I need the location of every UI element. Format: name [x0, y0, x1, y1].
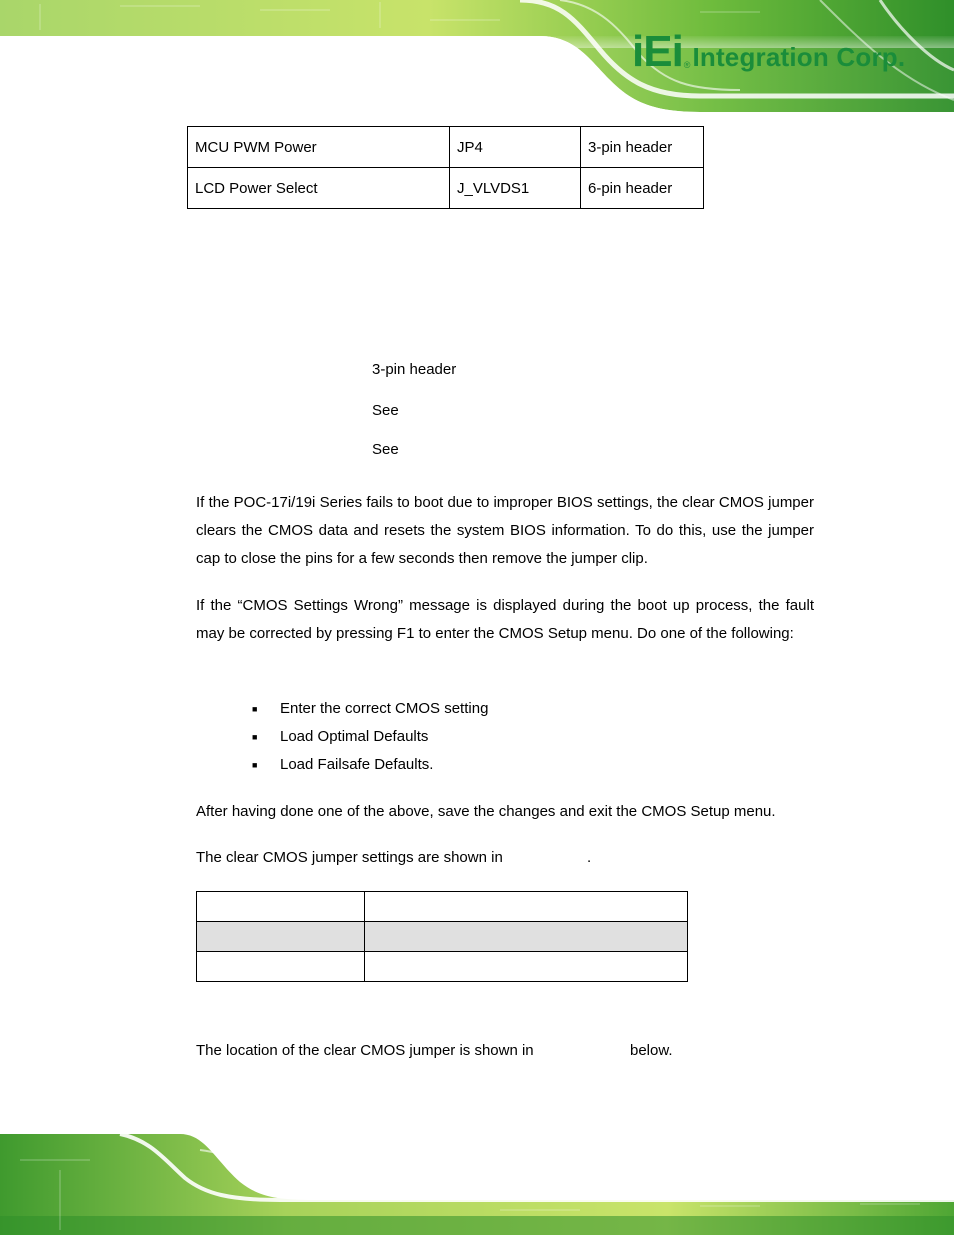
company-logo [632, 26, 905, 74]
list-item [252, 726, 488, 754]
table-cell: JP4 [450, 127, 581, 168]
paragraph-save-exit: After having done one of the above, save the changes and exit the CMOS Setup menu. [196, 803, 776, 820]
table-row [197, 952, 688, 982]
logo-text: Integration Corp. [692, 42, 906, 72]
jumper-settings-ref: See [372, 402, 399, 419]
table-row [197, 922, 688, 952]
table-cell [197, 922, 365, 952]
cmos-settings-table [196, 891, 688, 982]
paragraph-settings-ref-end: . [587, 849, 592, 866]
table-cell: MCU PWM Power [188, 127, 450, 168]
table-cell [365, 922, 688, 952]
list-item-label: Load Failsafe Defaults. [280, 756, 434, 773]
header-banner [0, 0, 954, 112]
paragraph-clear-cmos: If the POC-17i/19i Series fails to boot due to improper BIOS settings, the clear CMOS jumper clears the CMOS data and resets the system BIOS information. To do this, use the jumper cap to close the pins for a few seconds then remove the jumper clip. [196, 494, 814, 567]
paragraph-cmos-wrong: If the “CMOS Settings Wrong” message is displayed during the boot up process, the fault may be corrected by pressing F1 to enter the CMOS Setup menu. Do one of the following: [196, 597, 814, 642]
list-item-label: Load Optimal Defaults [280, 728, 429, 745]
table-cell [197, 952, 365, 982]
bullet-icon: ■ [252, 760, 258, 770]
table-cell [365, 892, 688, 922]
footer-banner [0, 1130, 954, 1235]
table-cell [197, 892, 365, 922]
bullet-icon: ■ [252, 704, 258, 714]
list-item [252, 698, 488, 726]
table-cell: LCD Power Select [188, 168, 450, 209]
table-cell: J_VLVDS1 [450, 168, 581, 209]
table-cell [365, 952, 688, 982]
list-item [252, 754, 488, 782]
table-row [197, 892, 688, 922]
jumper-type-value: 3-pin header [372, 361, 457, 378]
table-row [188, 127, 704, 168]
table-cell: 3-pin header [581, 127, 704, 168]
option-list [252, 698, 488, 782]
logo-registered: ® [683, 60, 691, 70]
jumper-location-ref: See [372, 441, 399, 458]
table-cell: 6-pin header [581, 168, 704, 209]
logo-mark: iEi [632, 27, 683, 76]
jumper-table [187, 126, 704, 209]
paragraph-settings-ref: The clear CMOS jumper settings are shown in [196, 849, 503, 866]
paragraph-location-ref-end: below. [630, 1042, 673, 1059]
table-row [188, 168, 704, 209]
footer-graphic [0, 1130, 954, 1235]
bullet-icon: ■ [252, 732, 258, 742]
list-item-label: Enter the correct CMOS setting [280, 700, 489, 717]
paragraph-location-ref: The location of the clear CMOS jumper is shown in [196, 1042, 534, 1059]
